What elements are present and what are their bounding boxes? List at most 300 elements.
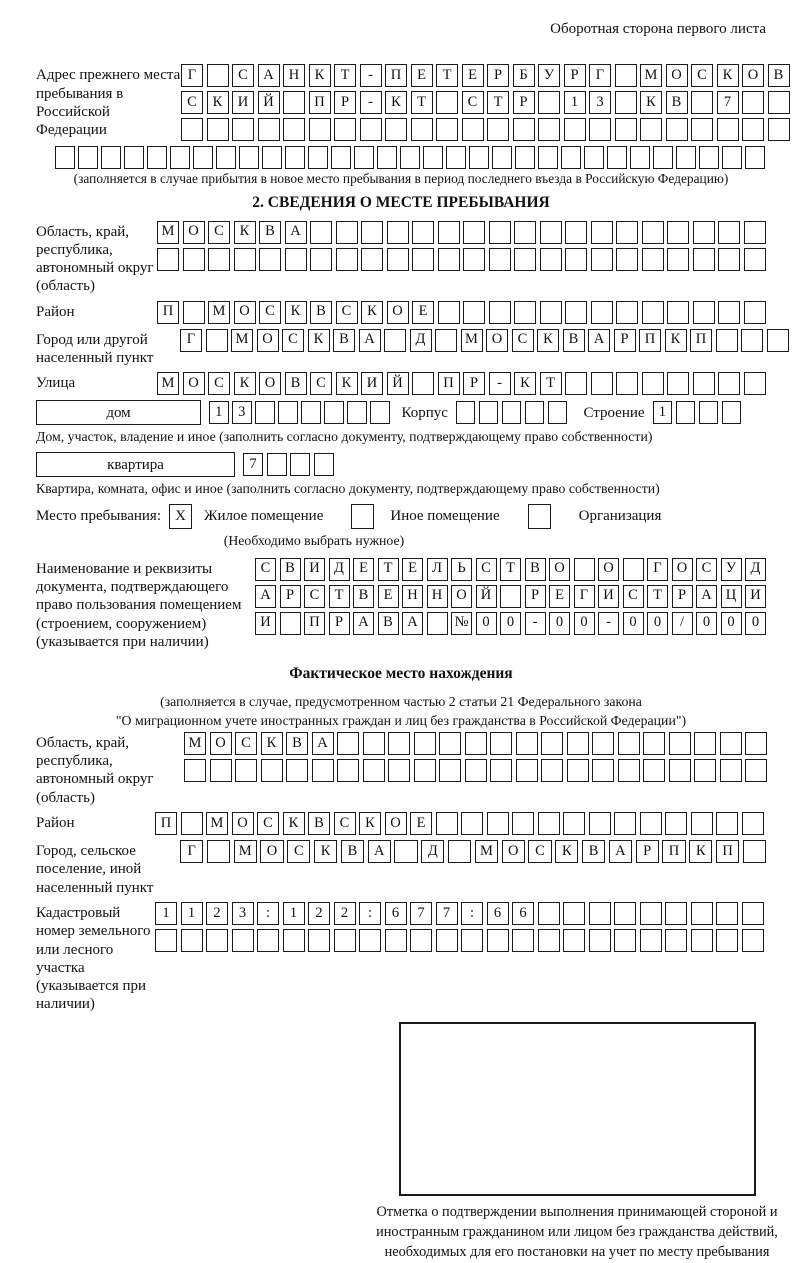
char-cell: С xyxy=(462,91,484,114)
char-cell xyxy=(181,812,203,835)
char-cell xyxy=(514,221,536,244)
char-cell: С xyxy=(208,221,230,244)
char-cell xyxy=(744,301,766,324)
char-cell: 0 xyxy=(623,612,644,635)
char-cell xyxy=(541,759,563,782)
actual-location-note-2: "О миграционном учете иностранных граждан и лиц без гражданства в Российской Федерации") xyxy=(115,713,687,729)
char-cell xyxy=(411,118,433,141)
char-cell xyxy=(722,146,742,169)
char-cell xyxy=(693,372,715,395)
char-cell xyxy=(693,301,715,324)
char-cell xyxy=(616,248,638,271)
char-cell: П xyxy=(716,840,739,863)
char-cell xyxy=(257,929,279,952)
char-cell: Т xyxy=(436,64,458,87)
char-cell xyxy=(394,840,417,863)
char-cell: К xyxy=(234,221,256,244)
char-cell: Р xyxy=(513,91,535,114)
char-cell xyxy=(181,929,203,952)
char-cell xyxy=(642,301,664,324)
checkbox-residential: X xyxy=(169,504,192,529)
char-cell xyxy=(643,732,665,755)
stay-type-block xyxy=(36,504,766,529)
char-cell: 1 xyxy=(209,401,229,424)
char-cell xyxy=(479,401,499,424)
char-cell: К xyxy=(285,301,307,324)
char-cell: 3 xyxy=(232,902,254,925)
street-label: Улица xyxy=(36,375,76,392)
char-cell xyxy=(412,221,434,244)
char-cell xyxy=(716,812,738,835)
char-cell: 0 xyxy=(500,612,521,635)
char-cell xyxy=(616,372,638,395)
char-cell: С xyxy=(476,558,497,581)
char-cell xyxy=(676,146,696,169)
char-cell xyxy=(742,929,764,952)
char-cell: И xyxy=(598,585,619,608)
house-block xyxy=(36,400,766,425)
char-cell xyxy=(716,329,738,352)
cadastral-block xyxy=(36,902,766,1014)
char-cell xyxy=(363,732,385,755)
char-cell xyxy=(490,759,512,782)
char-cell xyxy=(235,759,257,782)
char-cell: С xyxy=(696,558,717,581)
char-cell: Т xyxy=(487,91,509,114)
char-cell xyxy=(232,118,254,141)
char-cell xyxy=(691,902,713,925)
char-cell xyxy=(334,118,356,141)
char-cell xyxy=(384,329,406,352)
stay-type-label: Место пребывания: xyxy=(36,508,161,525)
char-cell: О xyxy=(232,812,254,835)
char-cell xyxy=(565,372,587,395)
char-cell xyxy=(744,372,766,395)
char-cell: Р xyxy=(525,585,546,608)
prev-address-cells xyxy=(181,64,790,141)
char-cell: 7 xyxy=(243,453,263,476)
char-cell xyxy=(699,146,719,169)
char-cell xyxy=(516,732,538,755)
char-cell xyxy=(538,91,560,114)
char-cell xyxy=(354,146,374,169)
char-cell xyxy=(716,902,738,925)
char-cell: Т xyxy=(329,585,350,608)
stroenie-row xyxy=(653,401,742,424)
char-cell xyxy=(525,401,545,424)
char-cell: В xyxy=(308,812,330,835)
char-cell xyxy=(360,118,382,141)
checkbox-organization xyxy=(528,504,551,529)
char-cell xyxy=(767,329,789,352)
city-block xyxy=(36,329,766,368)
char-cell xyxy=(745,146,765,169)
char-cell: В xyxy=(378,612,399,635)
char-cell xyxy=(742,118,764,141)
prev-address-row-1 xyxy=(181,64,790,87)
char-cell xyxy=(614,902,636,925)
char-cell xyxy=(691,929,713,952)
stay-type-note: (Необходимо выбрать нужное) xyxy=(223,532,405,548)
actual-district-block xyxy=(36,812,766,835)
char-cell: В xyxy=(666,91,688,114)
char-cell xyxy=(564,118,586,141)
char-cell xyxy=(462,118,484,141)
char-cell xyxy=(607,146,627,169)
char-cell xyxy=(699,401,719,424)
char-cell xyxy=(538,812,560,835)
char-cell: 0 xyxy=(696,612,717,635)
prev-address-block xyxy=(36,64,784,141)
char-cell: С xyxy=(528,840,551,863)
char-cell: С xyxy=(623,585,644,608)
char-cell: М xyxy=(157,372,179,395)
char-cell: Г xyxy=(181,64,203,87)
char-cell xyxy=(361,248,383,271)
char-cell: В xyxy=(285,372,307,395)
char-cell: Д xyxy=(745,558,766,581)
char-cell: П xyxy=(639,329,661,352)
char-cell xyxy=(716,929,738,952)
char-cell: О xyxy=(234,301,256,324)
char-cell xyxy=(207,118,229,141)
char-cell xyxy=(262,146,282,169)
korpus-label: Корпус xyxy=(401,404,448,421)
actual-location-note-1: (заполняется в случае, предусмотренном частью 2 статьи 21 Федерального закона xyxy=(160,694,642,710)
city-row xyxy=(180,329,789,352)
char-cell: А xyxy=(368,840,391,863)
actual-region-row-1 xyxy=(184,732,767,755)
char-cell xyxy=(170,146,190,169)
char-cell xyxy=(541,732,563,755)
char-cell xyxy=(691,91,713,114)
char-cell: К xyxy=(514,372,536,395)
char-cell xyxy=(347,401,367,424)
document-row-1 xyxy=(255,558,766,581)
char-cell: Б xyxy=(513,64,535,87)
char-cell xyxy=(207,64,229,87)
char-cell: С xyxy=(691,64,713,87)
char-cell xyxy=(308,146,328,169)
char-cell: О xyxy=(210,732,232,755)
char-cell: К xyxy=(283,812,305,835)
char-cell: Г xyxy=(180,840,203,863)
char-cell: И xyxy=(304,558,325,581)
char-cell: П xyxy=(385,64,407,87)
char-cell: - xyxy=(360,64,382,87)
char-cell: У xyxy=(538,64,560,87)
char-cell: А xyxy=(255,585,276,608)
char-cell xyxy=(614,812,636,835)
house-box-label: дом xyxy=(36,400,201,425)
char-cell: Ц xyxy=(721,585,742,608)
char-cell xyxy=(101,146,121,169)
char-cell: А xyxy=(258,64,280,87)
char-cell: В xyxy=(280,558,301,581)
char-cell xyxy=(768,118,790,141)
district-block xyxy=(36,301,766,324)
char-cell: С xyxy=(181,91,203,114)
char-cell xyxy=(414,759,436,782)
char-cell: И xyxy=(255,612,276,635)
char-cell xyxy=(55,146,75,169)
char-cell xyxy=(388,759,410,782)
char-cell: С xyxy=(304,585,325,608)
char-cell: П xyxy=(155,812,177,835)
char-cell xyxy=(278,401,298,424)
char-cell xyxy=(280,612,301,635)
char-cell xyxy=(463,221,485,244)
char-cell: О xyxy=(598,558,619,581)
char-cell xyxy=(618,759,640,782)
char-cell xyxy=(592,759,614,782)
char-cell xyxy=(693,248,715,271)
prev-address-row-3 xyxy=(181,118,790,141)
char-cell: А xyxy=(609,840,632,863)
char-cell xyxy=(184,759,206,782)
char-cell: : xyxy=(359,902,381,925)
actual-region-row-2 xyxy=(184,759,767,782)
char-cell xyxy=(538,929,560,952)
char-cell xyxy=(516,759,538,782)
char-cell: О xyxy=(666,64,688,87)
char-cell xyxy=(465,759,487,782)
char-cell: В xyxy=(563,329,585,352)
char-cell: О xyxy=(502,840,525,863)
char-cell: И xyxy=(232,91,254,114)
char-cell xyxy=(181,118,203,141)
char-cell xyxy=(548,401,568,424)
char-cell xyxy=(286,759,308,782)
char-cell xyxy=(487,118,509,141)
char-cell: 7 xyxy=(717,91,739,114)
char-cell xyxy=(574,558,595,581)
char-cell: Н xyxy=(402,585,423,608)
document-row-3 xyxy=(255,612,766,635)
prev-address-row-4 xyxy=(55,146,766,169)
char-cell: К xyxy=(261,732,283,755)
char-cell: П xyxy=(438,372,460,395)
char-cell xyxy=(540,301,562,324)
char-cell xyxy=(538,902,560,925)
char-cell: Р xyxy=(636,840,659,863)
char-cell xyxy=(436,91,458,114)
region-block xyxy=(36,221,766,296)
char-cell xyxy=(255,401,275,424)
char-cell: Й xyxy=(258,91,280,114)
char-cell: С xyxy=(334,812,356,835)
char-cell: В xyxy=(259,221,281,244)
char-cell xyxy=(717,118,739,141)
char-cell xyxy=(436,118,458,141)
char-cell: В xyxy=(582,840,605,863)
char-cell: А xyxy=(312,732,334,755)
checkbox-other-premises xyxy=(351,504,374,529)
street-block xyxy=(36,372,766,395)
page-side-note: Оборотная сторона первого листа xyxy=(550,21,766,37)
char-cell xyxy=(642,248,664,271)
city-label: Город или другой населенный пункт xyxy=(36,331,154,367)
char-cell: К xyxy=(537,329,559,352)
actual-district-row xyxy=(155,812,764,835)
char-cell xyxy=(463,248,485,271)
char-cell xyxy=(234,248,256,271)
char-cell: О xyxy=(183,221,205,244)
char-cell: 0 xyxy=(574,612,595,635)
char-cell xyxy=(283,929,305,952)
char-cell: П xyxy=(157,301,179,324)
char-cell: М xyxy=(640,64,662,87)
char-cell: К xyxy=(361,301,383,324)
char-cell: В xyxy=(525,558,546,581)
char-cell: Т xyxy=(334,64,356,87)
char-cell: К xyxy=(308,329,330,352)
char-cell xyxy=(623,558,644,581)
char-cell xyxy=(331,146,351,169)
char-cell xyxy=(490,732,512,755)
char-cell xyxy=(615,118,637,141)
char-cell xyxy=(439,759,461,782)
stamp-area xyxy=(342,1022,812,1263)
char-cell xyxy=(720,732,742,755)
char-cell xyxy=(718,301,740,324)
char-cell xyxy=(718,372,740,395)
char-cell xyxy=(385,929,407,952)
char-cell: К xyxy=(385,91,407,114)
char-cell: 1 xyxy=(564,91,586,114)
cadastral-label: Кадастровый номер земельного или лесного участка (указывается при наличии) xyxy=(36,904,151,1013)
char-cell xyxy=(584,146,604,169)
cadastral-row-1 xyxy=(155,902,764,925)
char-cell xyxy=(514,248,536,271)
char-cell xyxy=(492,146,512,169)
char-cell: С xyxy=(257,812,279,835)
char-cell: Т xyxy=(411,91,433,114)
char-cell xyxy=(642,372,664,395)
char-cell: Е xyxy=(411,64,433,87)
char-cell: О xyxy=(385,812,407,835)
char-cell xyxy=(538,146,558,169)
char-cell xyxy=(377,146,397,169)
char-cell: 1 xyxy=(653,401,673,424)
char-cell xyxy=(513,118,535,141)
char-cell xyxy=(591,372,613,395)
char-cell: М xyxy=(157,221,179,244)
char-cell: Г xyxy=(589,64,611,87)
char-cell xyxy=(400,146,420,169)
char-cell: К xyxy=(717,64,739,87)
document-block xyxy=(36,558,766,651)
char-cell xyxy=(744,248,766,271)
char-cell: К xyxy=(359,812,381,835)
char-cell: 3 xyxy=(232,401,252,424)
char-cell: О xyxy=(260,840,283,863)
char-cell xyxy=(643,759,665,782)
char-cell xyxy=(258,118,280,141)
char-cell: П xyxy=(304,612,325,635)
char-cell xyxy=(456,401,476,424)
char-cell xyxy=(193,146,213,169)
char-cell: 2 xyxy=(206,902,228,925)
char-cell xyxy=(489,301,511,324)
char-cell: Д xyxy=(410,329,432,352)
char-cell: Р xyxy=(463,372,485,395)
char-cell xyxy=(743,840,766,863)
document-label: Наименование и реквизиты документа, подтверждающего право пользования помещением (строением, сооружением) (указывается при наличии) xyxy=(36,560,242,650)
char-cell: Т xyxy=(540,372,562,395)
char-cell xyxy=(310,248,332,271)
char-cell: К xyxy=(234,372,256,395)
char-cell xyxy=(691,118,713,141)
char-cell xyxy=(314,453,334,476)
char-cell xyxy=(742,91,764,114)
char-cell: 0 xyxy=(476,612,497,635)
char-cell xyxy=(563,929,585,952)
char-cell xyxy=(589,902,611,925)
char-cell xyxy=(589,812,611,835)
char-cell: Г xyxy=(180,329,202,352)
char-cell: В xyxy=(768,64,790,87)
char-cell: Т xyxy=(647,585,668,608)
char-cell xyxy=(691,812,713,835)
char-cell: П xyxy=(309,91,331,114)
char-cell xyxy=(414,732,436,755)
char-cell xyxy=(438,248,460,271)
char-cell: 1 xyxy=(181,902,203,925)
char-cell: С xyxy=(282,329,304,352)
char-cell xyxy=(589,118,611,141)
char-cell xyxy=(665,812,687,835)
char-cell xyxy=(722,401,742,424)
actual-city-block xyxy=(36,840,766,897)
char-cell: М xyxy=(231,329,253,352)
char-cell: С xyxy=(336,301,358,324)
char-cell xyxy=(502,401,522,424)
char-cell: С xyxy=(512,329,534,352)
char-cell xyxy=(567,759,589,782)
char-cell xyxy=(385,118,407,141)
char-cell: П xyxy=(662,840,685,863)
char-cell xyxy=(515,146,535,169)
char-cell xyxy=(336,248,358,271)
char-cell xyxy=(337,759,359,782)
char-cell: Е xyxy=(410,812,432,835)
district-row xyxy=(157,301,766,324)
char-cell: О xyxy=(257,329,279,352)
actual-region-cells xyxy=(184,732,767,782)
char-cell xyxy=(618,732,640,755)
char-cell: / xyxy=(672,612,693,635)
char-cell xyxy=(563,902,585,925)
char-cell: К xyxy=(665,329,687,352)
char-cell: С xyxy=(255,558,276,581)
char-cell: Р xyxy=(487,64,509,87)
char-cell xyxy=(565,248,587,271)
char-cell xyxy=(745,732,767,755)
region-label: Область, край, республика, автономный округ (область) xyxy=(36,223,154,295)
char-cell: М xyxy=(208,301,230,324)
char-cell xyxy=(718,248,740,271)
char-cell xyxy=(301,401,321,424)
char-cell xyxy=(616,221,638,244)
char-cell: У xyxy=(721,558,742,581)
char-cell xyxy=(208,248,230,271)
char-cell xyxy=(489,221,511,244)
char-cell: К xyxy=(640,91,662,114)
char-cell: В xyxy=(310,301,332,324)
char-cell xyxy=(206,329,228,352)
char-cell xyxy=(232,929,254,952)
